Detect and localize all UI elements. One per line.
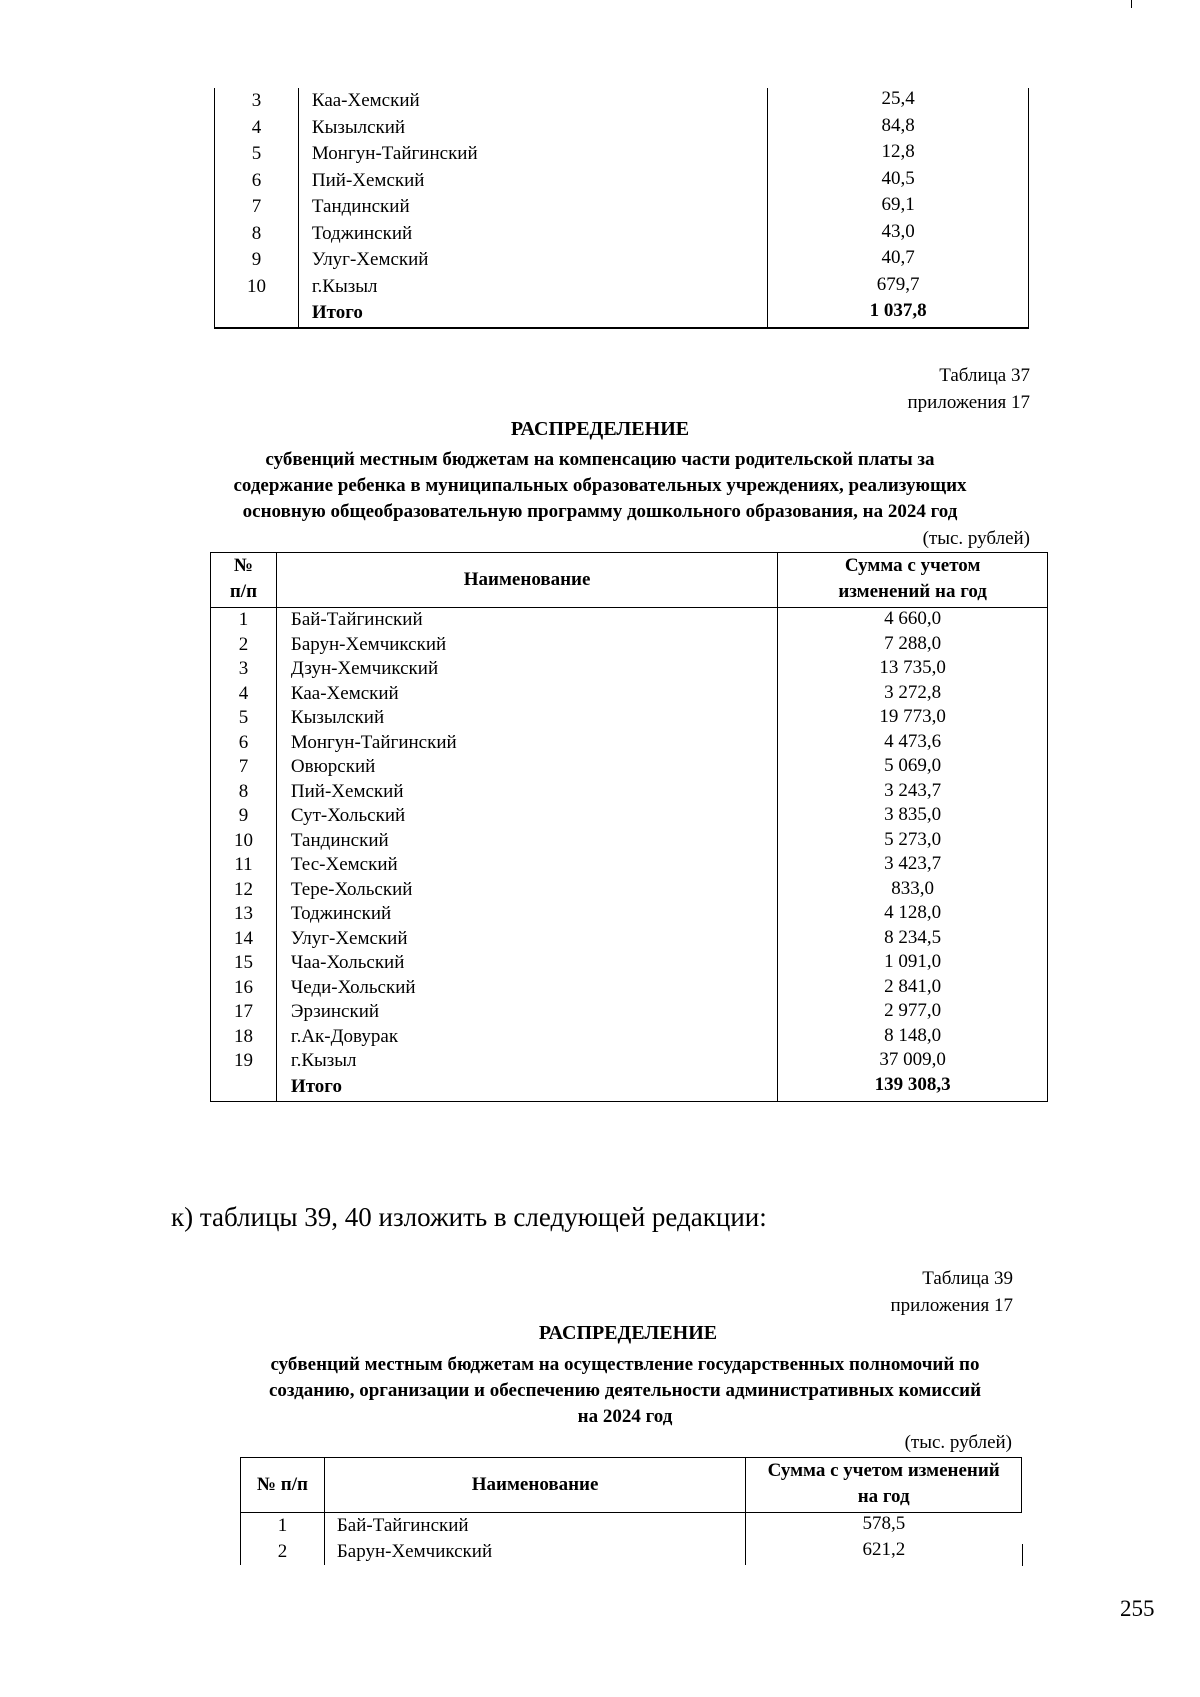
row-sum: 3 272,8 xyxy=(884,681,942,703)
row-number: 19 xyxy=(211,1049,277,1074)
row-number: 4 xyxy=(215,115,299,142)
row-name: Кызылский xyxy=(298,115,767,142)
page-number: 255 xyxy=(1120,1596,1155,1621)
row-sum: 578,5 xyxy=(862,1513,906,1534)
row-number: 12 xyxy=(211,878,277,903)
table-row xyxy=(211,1049,1048,1074)
row-sum: 3 243,7 xyxy=(884,779,942,801)
row-name: Дзун-Хемчикский xyxy=(276,657,777,682)
row-number: 6 xyxy=(215,168,299,195)
row-number: 9 xyxy=(215,247,299,274)
row-name: Бай-Тайгинский xyxy=(324,1513,745,1540)
row-name: Монгун-Тайгинский xyxy=(298,141,767,168)
table37-subtitle-line2: содержание ребенка в муниципальных образовательных учреждениях, реализующих xyxy=(233,475,967,496)
table-row xyxy=(215,274,1029,301)
table39-header-sum-line1: Сумма с учетом изменений xyxy=(767,1460,1000,1481)
total-sum: 1 037,8 xyxy=(768,300,1029,328)
row-sum: 4 660,0 xyxy=(884,608,942,629)
row-sum: 19 773,0 xyxy=(879,706,946,727)
scan-edge-mark xyxy=(1022,1544,1023,1566)
row-number: 5 xyxy=(215,141,299,168)
row-sum: 1 091,0 xyxy=(884,951,942,972)
row-sum: 69,1 xyxy=(768,194,1029,221)
table39-body xyxy=(241,1513,1022,1566)
row-sum: 2 977,0 xyxy=(884,1000,942,1021)
table39-subtitle xyxy=(160,1352,1090,1430)
row-name: Барун-Хемчикский xyxy=(276,633,777,658)
table-row xyxy=(211,878,1048,903)
table39-caption xyxy=(680,1265,1013,1319)
row-sum: 3 423,7 xyxy=(884,853,942,874)
table39-header-num: № п/п xyxy=(241,1458,325,1513)
row-name: Чеди-Хольский xyxy=(276,976,777,1001)
continued-table xyxy=(214,88,1029,329)
table-row xyxy=(211,927,1048,952)
table39-subtitle-line2: созданию, организации и обеспечению деятельности административных комиссий xyxy=(268,1380,982,1401)
row-name: Пий-Хемский xyxy=(276,780,777,805)
row-sum: 84,8 xyxy=(768,115,1029,142)
table39-header-row xyxy=(241,1458,1022,1513)
row-name: Тандинский xyxy=(298,194,767,221)
table37-header-sum-line2: изменений на год xyxy=(838,581,987,602)
table39-subtitle-line3: на 2024 год xyxy=(577,1406,673,1427)
row-sum: 40,7 xyxy=(768,247,1029,274)
row-name: г.Ак-Довурак xyxy=(276,1025,777,1050)
total-row xyxy=(211,1074,1048,1102)
row-sum: 7 288,0 xyxy=(884,632,942,654)
table37-header-num-line2: п/п xyxy=(229,581,258,602)
table37 xyxy=(210,552,1048,1102)
row-number: 10 xyxy=(211,829,277,854)
table-row xyxy=(215,194,1029,221)
row-sum: 4 128,0 xyxy=(884,902,942,923)
table-row xyxy=(211,633,1048,658)
table-row xyxy=(211,902,1048,927)
row-sum: 5 273,0 xyxy=(884,828,942,850)
row-name: Овюрский xyxy=(276,755,777,780)
table37-header-num-line1: № xyxy=(233,555,253,576)
row-name: Тес-Хемский xyxy=(276,853,777,878)
table-row xyxy=(211,829,1048,854)
row-number: 1 xyxy=(211,608,277,633)
table-row xyxy=(211,1000,1048,1025)
table37-subtitle xyxy=(150,447,1050,525)
table-row xyxy=(215,115,1029,142)
row-number: 14 xyxy=(211,927,277,952)
table-row xyxy=(211,731,1048,756)
row-sum: 3 835,0 xyxy=(884,804,942,825)
row-name: Тере-Хольский xyxy=(276,878,777,903)
row-name: Кызылский xyxy=(276,706,777,731)
row-sum: 37 009,0 xyxy=(879,1049,946,1070)
row-sum: 12,8 xyxy=(768,141,1029,168)
row-sum: 13 735,0 xyxy=(879,657,946,678)
table37-subtitle-line1: субвенций местным бюджетам на компенсацию части родительской платы за xyxy=(265,449,935,470)
row-number: 8 xyxy=(211,780,277,805)
table37-header-sum xyxy=(778,553,1048,608)
table39-header-sum xyxy=(746,1458,1022,1513)
table37-units: (тыс. рублей) xyxy=(922,528,1030,549)
row-name: Тандинский xyxy=(276,829,777,854)
row-number: 13 xyxy=(211,902,277,927)
row-name: Сут-Хольский xyxy=(276,804,777,829)
table-row xyxy=(241,1539,1022,1565)
scan-corner-mark xyxy=(1131,0,1132,8)
row-number: 1 xyxy=(241,1513,325,1540)
row-name: Улуг-Хемский xyxy=(298,247,767,274)
table-row xyxy=(215,247,1029,274)
row-number: 2 xyxy=(241,1539,325,1565)
row-sum: 43,0 xyxy=(768,221,1029,248)
row-number: 16 xyxy=(211,976,277,1001)
row-sum: 40,5 xyxy=(768,168,1029,195)
row-sum: 8 234,5 xyxy=(884,926,942,948)
table37-header-num xyxy=(211,553,277,608)
table39-subtitle-line1: субвенций местным бюджетам на осуществление государственных полномочий по xyxy=(270,1354,980,1375)
row-sum: 5 069,0 xyxy=(884,755,942,776)
row-name: Пий-Хемский xyxy=(298,168,767,195)
total-row xyxy=(215,300,1029,328)
table39-caption-line2: приложения 17 xyxy=(890,1295,1013,1316)
table-row xyxy=(211,706,1048,731)
table37-heading: РАСПРЕДЕЛЕНИЕ xyxy=(510,418,690,440)
table39 xyxy=(240,1457,1022,1565)
table37-caption-line2: приложения 17 xyxy=(907,392,1030,413)
row-number: 3 xyxy=(211,657,277,682)
row-name: Тоджинский xyxy=(276,902,777,927)
table-row xyxy=(211,780,1048,805)
row-number: 3 xyxy=(215,88,299,115)
table39-units: (тыс. рублей) xyxy=(904,1432,1012,1453)
row-sum: 679,7 xyxy=(768,274,1029,301)
row-name: Чаа-Хольский xyxy=(276,951,777,976)
table-row xyxy=(211,976,1048,1001)
table37-caption xyxy=(700,362,1030,416)
table-row xyxy=(211,608,1048,633)
row-sum: 4 473,6 xyxy=(884,730,942,752)
table-row xyxy=(211,804,1048,829)
row-name: г.Кызыл xyxy=(298,274,767,301)
table-row xyxy=(241,1513,1022,1540)
row-number: 9 xyxy=(211,804,277,829)
row-name: г.Кызыл xyxy=(276,1049,777,1074)
table39-header-name: Наименование xyxy=(324,1458,745,1513)
table-row xyxy=(211,755,1048,780)
row-sum: 2 841,0 xyxy=(884,975,942,997)
row-name: Эрзинский xyxy=(276,1000,777,1025)
table37-header-sum-line1: Сумма с учетом xyxy=(844,555,981,576)
row-sum: 25,4 xyxy=(768,88,1029,115)
table-row xyxy=(215,141,1029,168)
table-row xyxy=(215,168,1029,195)
row-number: 7 xyxy=(215,194,299,221)
row-name: Улуг-Хемский xyxy=(276,927,777,952)
total-sum: 139 308,3 xyxy=(874,1073,951,1095)
total-empty xyxy=(215,300,299,328)
row-sum: 833,0 xyxy=(891,877,935,899)
row-number: 7 xyxy=(211,755,277,780)
total-empty xyxy=(211,1074,277,1102)
table-row xyxy=(211,657,1048,682)
total-label: Итого xyxy=(276,1074,777,1102)
row-number: 18 xyxy=(211,1025,277,1050)
table-row xyxy=(215,221,1029,248)
row-number: 4 xyxy=(211,682,277,707)
row-name: Каа-Хемский xyxy=(298,88,767,115)
row-sum: 621,2 xyxy=(862,1539,906,1560)
table-row xyxy=(211,1025,1048,1050)
table37-header-row xyxy=(211,553,1048,608)
table37-caption-line1: Таблица 37 xyxy=(939,365,1030,386)
row-name: Каа-Хемский xyxy=(276,682,777,707)
row-sum: 8 148,0 xyxy=(884,1024,942,1046)
row-number: 2 xyxy=(211,633,277,658)
table-row xyxy=(211,853,1048,878)
row-name: Бай-Тайгинский xyxy=(276,608,777,633)
total-label: Итого xyxy=(298,300,767,328)
row-number: 6 xyxy=(211,731,277,756)
continued-table-body xyxy=(215,88,1029,328)
row-name: Барун-Хемчикский xyxy=(324,1539,745,1565)
row-number: 15 xyxy=(211,951,277,976)
table37-header-name: Наименование xyxy=(276,553,777,608)
row-number: 10 xyxy=(215,274,299,301)
row-number: 11 xyxy=(211,853,277,878)
row-name: Монгун-Тайгинский xyxy=(276,731,777,756)
instruction-text: к) таблицы 39, 40 изложить в следующей редакции: xyxy=(171,1202,767,1232)
table-row xyxy=(211,682,1048,707)
table-row xyxy=(215,88,1029,115)
table-row xyxy=(211,951,1048,976)
table39-heading: РАСПРЕДЕЛЕНИЕ xyxy=(538,1322,718,1344)
row-number: 8 xyxy=(215,221,299,248)
table37-subtitle-line3: основную общеобразовательную программу дошкольного образования, на 2024 год xyxy=(242,501,958,522)
row-name: Тоджинский xyxy=(298,221,767,248)
row-number: 17 xyxy=(211,1000,277,1025)
table37-body xyxy=(211,608,1048,1102)
table39-caption-line1: Таблица 39 xyxy=(922,1268,1013,1289)
table39-header-sum-line2: на год xyxy=(857,1486,910,1507)
row-number: 5 xyxy=(211,706,277,731)
